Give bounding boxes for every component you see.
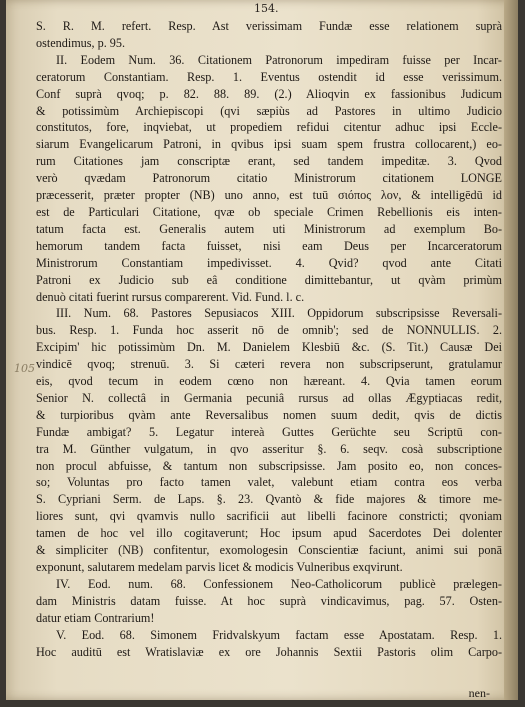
text-line: Ministrorum Constantiam impedivisset. 4. Qvid? qvod ante Citati (36, 255, 502, 270)
text-line: præcesserit, præter propter (NB) uno anno, est tuū σιόπος λον, & intelligēdū id (36, 188, 502, 203)
page-number: 154. (254, 2, 279, 15)
text-line: verò qvædam Patronorum citatio Ministrorum citationem LONGE (36, 171, 502, 186)
text-line: S. Cypriani Serm. de Laps. §. 23. Qvantò & fide majores & timore me- (36, 492, 502, 507)
text-line: liores sunt, qvi qvamvis nullo sacrificii aut libelli facinore constricti; qvoniam (36, 509, 502, 524)
margin-annotation: 105 (14, 362, 35, 375)
text-line: tra M. Günther vulgatum, in qvo asseritur §. 6. seqv. cosà subscriptione (36, 441, 502, 456)
text-line: eis, qvod tecum in eodem cœno non hæreant. 4. Qvia tamen eorum (36, 374, 502, 389)
text-line: Fundæ ambigat? 5. Legatur intereà Guttes Gerüchte seu Scriptū con- (36, 424, 502, 439)
text-line: non procul abfuisse, & tantum non subscripsisse. Jam posito eo, non conces- (36, 458, 502, 473)
text-line: dam Ministris datam fuisse. At hoc suprà vindicavimus, pag. 57. Osten- (36, 593, 502, 608)
text-line: S. R. M. refert. Resp. Ast verissimam Fundæ esse relationem suprà (36, 19, 502, 33)
text-line: IV. Eod. num. 68. Confessionem Neo-Catholicorum publicè prælegen- (56, 576, 502, 591)
text-line: rum Citationes jam conscriptæ erant, sed tandem impeditæ. 3. Qvod (36, 154, 502, 169)
text-line: Senior N. collectâ in Germania pecuniâ rursus ad ollas Ægyptiacas redit, (36, 390, 502, 405)
text-line: tatum facta est. Generalis autem uti Ministrorum ad exemplum Bo- (36, 221, 502, 236)
text-line: Conf suprà qvoq; p. 82. 88. 89. (2.) Alioqvin ex fassionibus Judicum (36, 86, 502, 101)
text-line: & simpliciter (NB) confitentur, exomologesin Conscientiæ faciunt, animi sui ponā (36, 543, 502, 558)
text-line: ostendimus, p. 95. (36, 35, 126, 50)
text-line: V. Eod. 68. Simonem Fridvalskyum factam esse Apostatam. Resp. 1. (56, 627, 502, 642)
text-line: bus. Resp. 1. Funda hoc asserit nō de omnib'; sed de NONNULLIS. 2. (36, 323, 502, 338)
text-line: tamen de hoc vel illo cogitaverunt; Hoc ipsum apud Sacerdotes Dei dolenter (36, 526, 502, 541)
text-line: III. Num. 68. Pastores Sepusiacos XIII. Oppidorum subscripsisse Reversali- (56, 306, 502, 321)
text-line: Excipim' hic potissimùm Dn. M. Danielem Klesbiū &c. (S. Tit.) Causæ Dei (36, 340, 502, 355)
text-line: & turpioribus qvàm ante Reversalibus nomen suum dedit, qvis de dictis (36, 407, 502, 422)
text-line: & potissimùm Archiepiscopi (qvi sæpiùs ad Pastores in ultimo Judicio (36, 103, 502, 118)
book-page (6, 0, 518, 700)
text-line: est de Particulari Citatione, qvæ ob speciale Crimen Rebellionis eis inten- (36, 204, 502, 219)
text-line: constitutos, fore, inqviebat, ut propediem refidui citentur adhuc ipsi Eccle- (36, 120, 502, 135)
text-line: siarum Evangelicarum Patroni, in qvibus ipsi suam spem frustra collocarent,) eo- (36, 137, 502, 152)
text-line: exponunt, salutarem medelam parvis licet & modicis Vulneribus exqvirunt. (36, 560, 403, 574)
text-line: ceratorum Constantiam. Resp. 1. Eventus ostendit id esse verissimum. (36, 69, 502, 84)
text-line: Patroni ex Judicio sub eâ conditione dimittebantur, ut qvàm primùm (36, 272, 502, 287)
text-line: hemorum tandem facta fuisset, nisi eam Deus per Incarceratorum (36, 238, 502, 253)
page-gutter (504, 0, 518, 700)
text-line: II. Eodem Num. 36. Citationem Patronorum impediram fuisse per Incar- (56, 52, 502, 67)
text-line: datur etiam Contrarium! (36, 610, 155, 625)
page-text-body (36, 18, 502, 660)
text-line: so; Voluntas pro facto tamen valet, valebunt etiam contra eos verba (36, 475, 502, 490)
text-line: vindicē qvoq; strenuū. 3. Si cæteri revera non subscripserunt, gratulamur (36, 357, 502, 372)
text-line: denuò citati fuerint rursus comparerent. Vid. Fund. l. c. (36, 289, 305, 304)
text-line: Hoc auditū est Wratislaviæ ex ore Johannis Sextii Pastoris olim Carpo- (36, 644, 502, 659)
catchword: nen- (468, 686, 490, 700)
